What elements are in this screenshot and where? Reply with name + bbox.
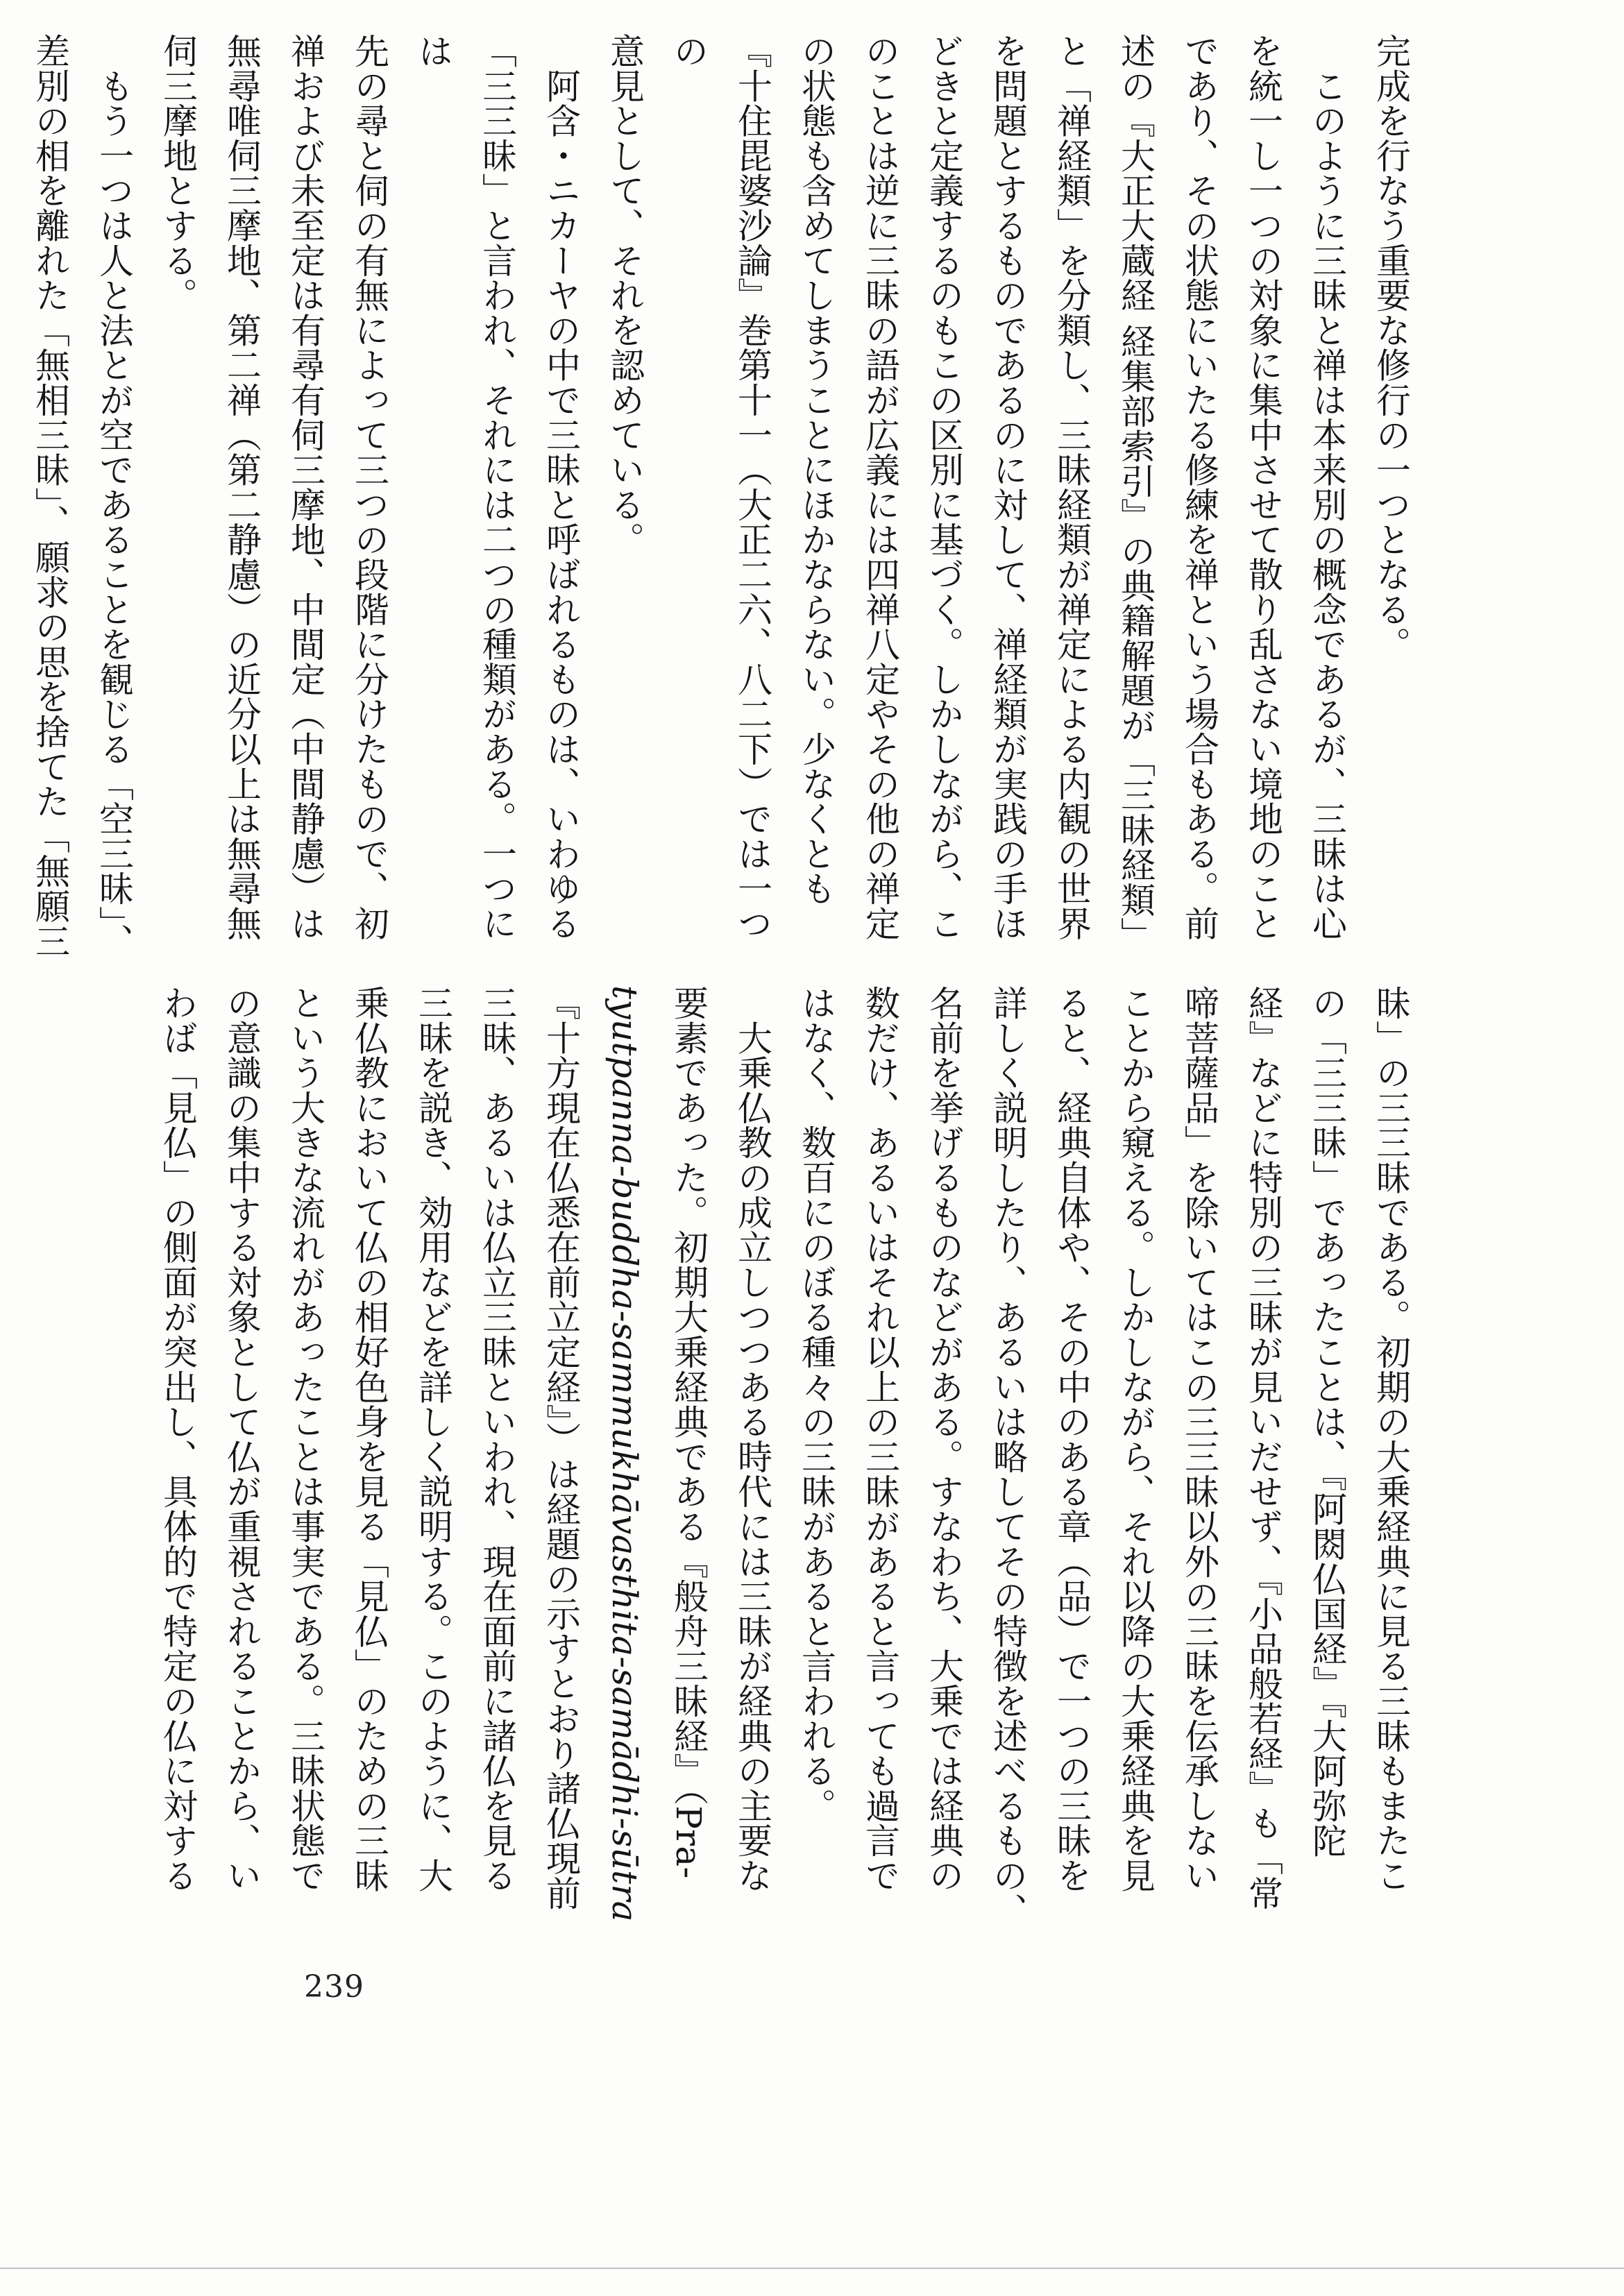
text-line: と「禅経類」を分類し、三昧経類が禅定による内観の世界 [1051,33,1092,941]
text-line: 『十方現在仏悉在前立定経』）は経題の示すとおり諸仏現前 [541,985,581,1911]
text-line: 差別の相を離れた「無相三昧」、願求の思を捨てた「無願三 [30,33,70,959]
text-line: 意見として、それを認めている。 [604,33,645,557]
text-line: ると、経典自体や、その中のある章（品）で一つの三昧を [1051,985,1092,1893]
text-line: を統一し一つの対象に集中させて散り乱さない境地のこと [1243,33,1283,941]
text-line: 『十住毘婆沙論』巻第十一（大正二六、八二下）では一つの [668,33,772,941]
text-line: 三昧、あるいは仏立三昧といわれ、現在面前に諸仏を見る [477,985,517,1893]
text-line: 数だけ、あるいはそれ以上の三昧があると言っても過言で [860,985,900,1893]
text-line: 無尋唯伺三摩地、第二禅（第二静慮）の近分以上は無尋無 [221,33,262,941]
text-line: の状態も含めてしまうことにほかならない。少なくとも [796,33,836,906]
text-line: 三昧を説き、効用などを詳しく説明する。このように、大 [413,985,453,1893]
text-line: ことから窺える。しかしながら、それ以降の大乗経典を見 [1115,985,1156,1893]
text-line: 「三三昧」と言われ、それには二つの種類がある。一つには [413,33,517,941]
text-line: はなく、数百にのぼる種々の三昧があると言われる。 [796,985,836,1823]
text-line: 乗仏教において仏の相好色身を見る「見仏」のための三昧 [349,985,389,1893]
text-line: 詳しく説明したり、あるいは略してその特徴を述べるもの、 [988,985,1028,1928]
text-line: を問題とするものであるのに対して、禅経類が実践の手ほ [988,33,1028,941]
text-line: 大乗仏教の成立しつつある時代には三昧が経典の主要な [732,985,772,1893]
text-line: 述の『大正大蔵経 経集部索引』の典籍解題が「三昧経類」 [1115,33,1156,952]
text-line: という大きな流れがあったことは事実である。三昧状態で [285,985,325,1893]
text-line: わば「見仏」の側面が突出し、具体的で特定の仏に対する [158,985,198,1893]
text-line: 名前を挙げるものなどがある。すなわち、大乗では経典の [924,985,964,1893]
text-line: もう一つは人と法とが空であることを観じる「空三昧」、 [94,33,134,959]
text-line: 昧」の三三昧である。初期の大乗経典に見る三昧もまたこ [1371,985,1411,1893]
text-line: 伺三摩地とする。 [158,33,198,313]
text-line: このように三昧と禅は本来別の概念であるが、三昧は心 [1307,33,1347,941]
text-line: 禅および未至定は有尋有伺三摩地、中間定（中間静慮）は [285,33,325,941]
scan-edge-line [0,2268,1624,2269]
text-line: であり、その状態にいたる修練を禅という場合もある。前 [1179,33,1219,941]
text-line: 先の尋と伺の有無によって三つの段階に分けたもので、初 [349,33,389,941]
text-line: 完成を行なう重要な修行の一つとなる。 [1371,33,1411,662]
text-line: どきと定義するのもこの区別に基づく。しかしながら、こ [924,33,964,941]
text-line: 啼菩薩品」を除いてはこの三三昧以外の三昧を伝承しない [1179,985,1219,1893]
text-block-top [30,33,1423,963]
text-line: のことは逆に三昧の語が広義には四禅八定やその他の禅定 [860,33,900,941]
text-line: の意識の集中する対象として仏が重視されることから、い [221,985,262,1893]
text-line: の「三三昧」であったことは、『阿閦仏国経』『大阿弥陀 [1307,985,1347,1858]
page-number: 239 [304,1969,364,2005]
text-line: 阿含・ニカーヤの中で三昧と呼ばれるものは、いわゆる [541,33,581,941]
text-line-romanized: tyutpanna-buddha-sammukhāvasthita-samādhi-sūtra [604,985,645,1922]
text-line: 経』などに特別の三昧が見いだせず、『小品般若経』も「常 [1243,985,1283,1911]
text-line: 要素であった。初期大乗経典である『般舟三昧経』（Pra- [668,985,709,1879]
text-block-bottom [158,985,1423,1929]
